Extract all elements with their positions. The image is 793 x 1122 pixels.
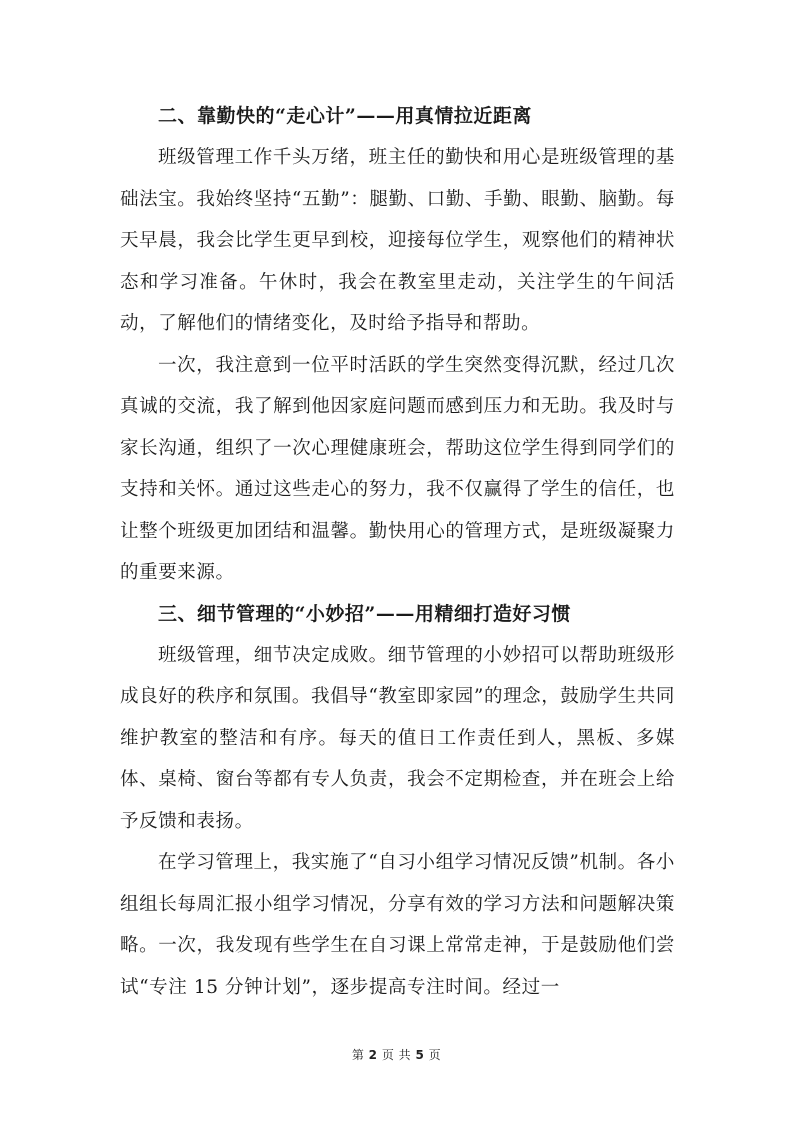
- paragraph-five-diligences: 班级管理工作千头万绪，班主任的勤快和用心是班级管理的基础法宝。我始终坚持“五勤”：腿勤、口勤、手勤、眼勤、脑勤。每天早晨，我会比学生更早到校，迎接每位学生，观察他们的精神状态和学习准备。午休时，我会在教室里走动，关注学生的午间活动，了解他们的情绪变化，及时给予指导和帮助。: [120, 147, 675, 334]
- page-footer: [0, 1046, 793, 1063]
- footer-prefix: 第: [351, 1048, 369, 1062]
- paragraph-classroom-home: 班级管理，细节决定成败。细节管理的小妙招可以帮助班级形成良好的秩序和氛围。我倡导“教室即家园”的理念，鼓励学生共同维护教室的整洁和有序。每天的值日工作责任到人，黑板、多媒体、桌椅、窗台等都有专人负责，我会不定期检查，并在班会上给予反馈和表扬。: [120, 644, 675, 832]
- footer-suffix: 页: [424, 1048, 442, 1062]
- footer-middle: 页 共: [377, 1048, 416, 1062]
- section-heading-diligence: 二、靠勤快的“走心计”——用真情拉近距离: [158, 105, 532, 127]
- section-heading-details: 三、细节管理的“小妙招”——用精细打造好习惯: [158, 602, 571, 625]
- footer-total-pages: 5: [415, 1048, 425, 1062]
- document-body: [120, 96, 675, 1008]
- paragraph-silent-student-story: 一次，我注意到一位平时活跃的学生突然变得沉默，经过几次真诚的交流，我了解到他因家庭问题而感到压力和无助。我及时与家长沟通，组织了一次心理健康班会，帮助这位学生得到同学们的支持和关怀。通过这些走心的努力，我不仅赢得了学生的信任，也让整个班级更加团结和温馨。勤快用心的管理方式，是班级凝聚力的重要来源。: [120, 354, 675, 583]
- paragraph-study-group-feedback: 在学习管理上，我实施了“自习小组学习情况反馈”机制。各小组组长每周汇报小组学习情况，分享有效的学习方法和问题解决策略。一次，我发现有些学生在自习课上常常走神，于是鼓励他们尝试“专注 15 分钟计划”，逐步提高专注时间。经过一: [120, 852, 675, 998]
- footer-current-page: 2: [368, 1048, 378, 1062]
